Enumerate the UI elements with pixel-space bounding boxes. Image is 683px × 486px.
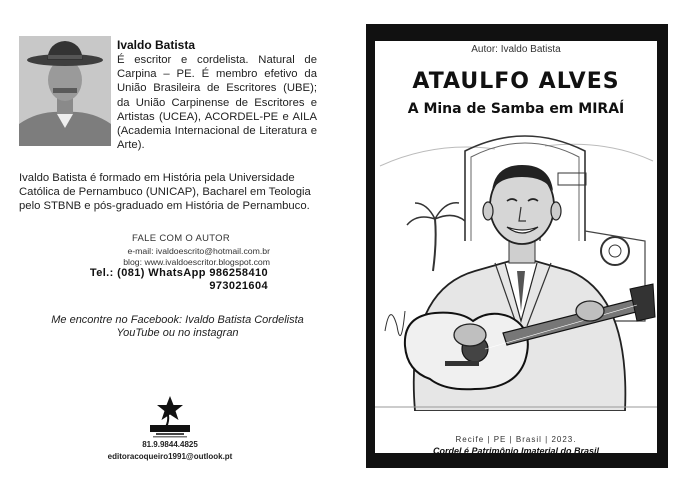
author-phone: Tel.: (081) WhatsApp 986258410 — [89, 267, 268, 279]
cover-tagline: Cordel é Patrimônio Imaterial do Brasil — [432, 446, 600, 456]
author-blog: blog: www.ivaldoescritor.blogspot.com — [123, 257, 270, 267]
author-email: e-mail: ivaldoescrito@hotmail.com.br — [127, 246, 270, 256]
author-bio-second: Ivaldo Batista é formado em História pela Universidade Católica de Pernambuco (UNICAP), Bacharel em Teologia pelo STBNB e pós-graduado em História de Pernambuco. — [19, 172, 311, 213]
youtube-line: YouTube ou no instagran — [116, 327, 239, 339]
front-cover-panel — [375, 41, 657, 456]
author-bio-first: É escritor e cordelista. Natural de Carpina – PE. É membro efetivo da União Brasileira de Escritores (UBE); da União Carpinense de Escritores e Artistas (UCEA), ACORDEL-PE e AILA (Academia Internacional de Literatura e Arte). — [117, 54, 317, 152]
cover-title: ATAULFO ALVES — [412, 69, 620, 94]
publisher-logo — [147, 395, 193, 439]
author-phone-2: 973021604 — [209, 280, 268, 292]
publisher-phone: 81.9.9844.4825 — [142, 440, 198, 449]
cover-illustration — [375, 121, 657, 411]
cover-place-year: Recife | PE | Brasil | 2023. — [455, 435, 577, 444]
author-name: Ivaldo Batista — [117, 38, 196, 52]
contact-heading: FALE COM O AUTOR — [131, 233, 231, 244]
publisher-email: editoracoqueiro1991@outlook.pt — [107, 452, 233, 461]
cover-author: Autor: Ivaldo Batista — [471, 44, 561, 55]
facebook-line: Me encontre no Facebook: Ivaldo Batista Cordelista — [51, 314, 304, 326]
front-cover — [366, 24, 668, 468]
author-photo — [19, 36, 111, 146]
cover-subtitle: A Mina de Samba em MIRAÍ — [407, 101, 625, 117]
